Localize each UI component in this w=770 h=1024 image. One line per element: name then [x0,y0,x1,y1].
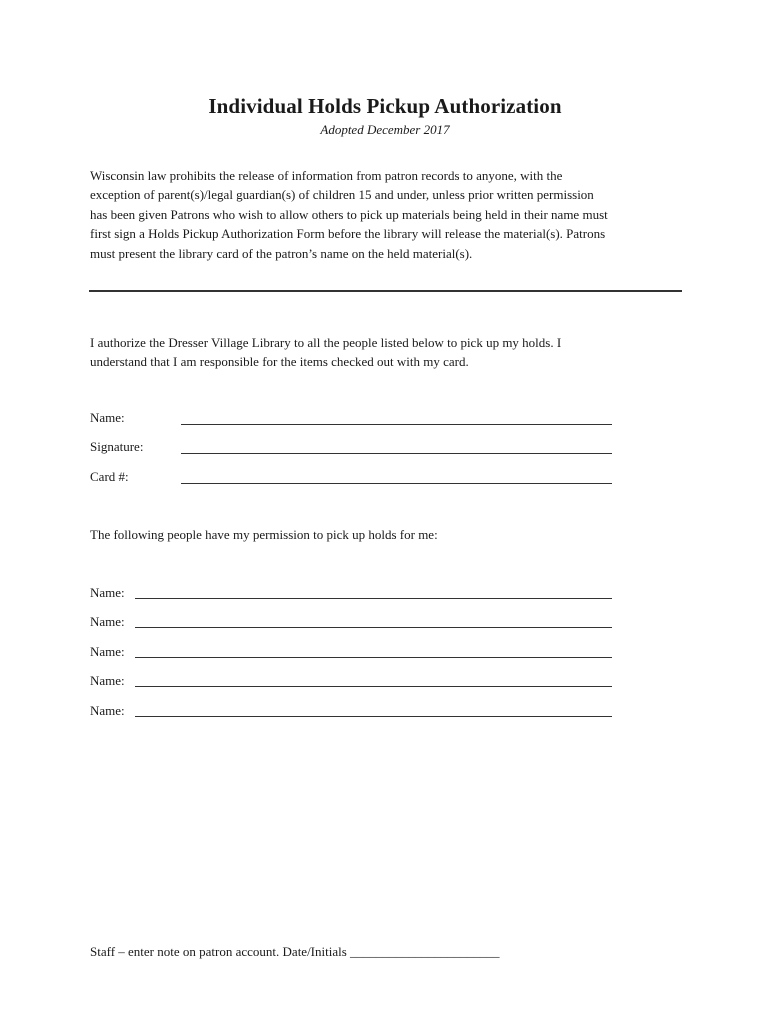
patron-card-label: Card #: [90,469,129,484]
pickup-person-label: Name: [90,614,125,629]
intro-paragraph [90,166,690,263]
pickup-person-label: Name: [90,703,125,718]
pickup-person-name-field-3[interactable] [135,657,612,658]
authorization-statement [90,333,650,372]
patron-name-label: Name: [90,410,125,425]
adopted-date: Adopted December 2017 [320,122,450,137]
intro-line: must present the library card of the patron’s name on the held material(s). [90,245,473,261]
patron-signature-field[interactable] [181,453,612,454]
staff-note: Staff – enter note on patron account. Date/Initials _______________________ [90,944,500,959]
section-divider [89,290,682,292]
pickup-person-name-field-5[interactable] [135,716,612,717]
pickup-person-name-field-1[interactable] [135,598,612,599]
pickup-person-name-field-2[interactable] [135,627,612,628]
pickup-person-name-field-4[interactable] [135,686,612,687]
patron-name-field[interactable] [181,424,612,425]
patron-signature-label: Signature: [90,439,144,454]
authorization-line: I authorize the Dresser Village Library to all the people listed below to pick up my holds. I [90,335,562,350]
intro-line: Wisconsin law prohibits the release of information from patron records to anyone, with the [90,168,563,183]
patron-card-field[interactable] [181,483,612,484]
intro-line: has been given Patrons who wish to allow others to pick up materials being held in their name must [90,206,608,222]
permission-statement: The following people have my permission to pick up holds for me: [90,527,438,542]
page-title: Individual Holds Pickup Authorization [208,94,562,118]
intro-line: first sign a Holds Pickup Authorization Form before the library will release the material(s). Patrons [90,226,606,242]
intro-line: exception of parent(s)/legal guardian(s) of children 15 and under, unless prior written permission [90,187,594,203]
pickup-person-label: Name: [90,673,125,688]
pickup-person-label: Name: [90,585,125,600]
authorization-line: understand that I am responsible for the items checked out with my card. [90,354,469,370]
pickup-person-label: Name: [90,644,125,659]
